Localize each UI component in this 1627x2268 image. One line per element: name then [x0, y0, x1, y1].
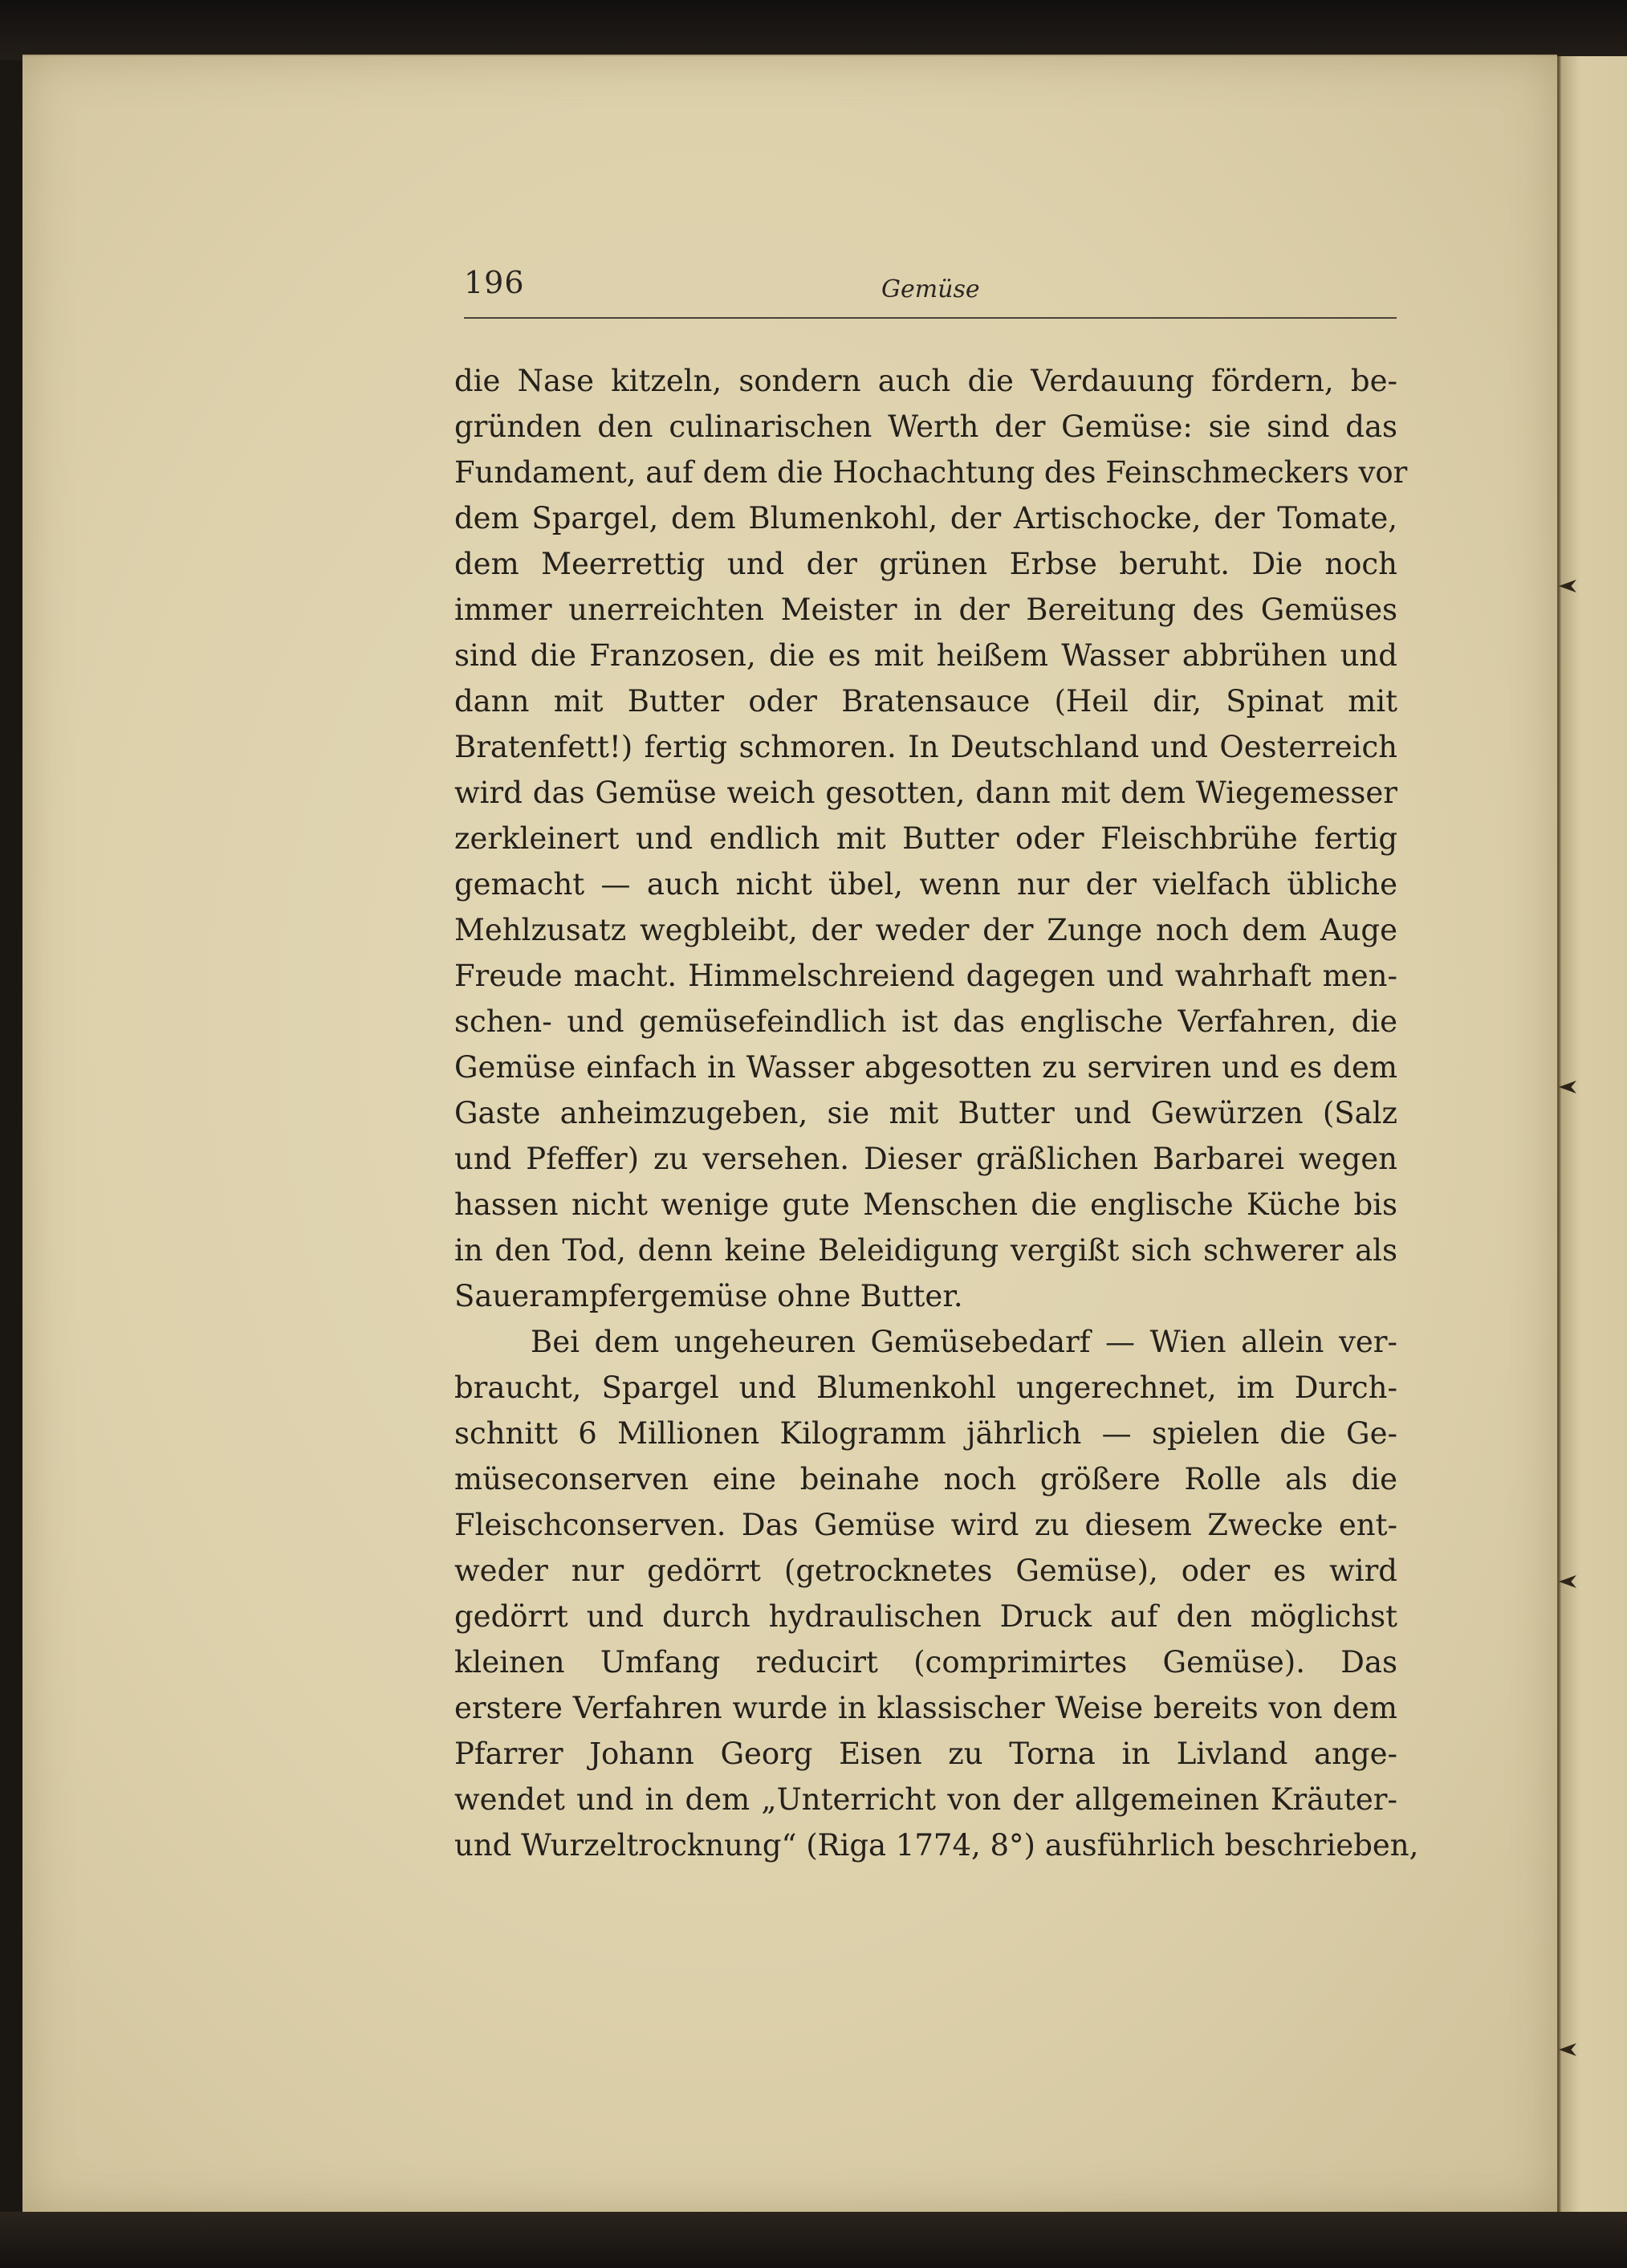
text-line: und Pfeffer) zu versehen. Dieser gräßlichen Barbarei wegen — [454, 1142, 1397, 1176]
text-line: Gemüse einfach in Wasser abgesotten zu serviren und es dem — [454, 1050, 1397, 1085]
text-line: und Wurzeltrocknung“ (Riga 1774, 8°) ausführlich beschrieben, — [454, 1828, 1419, 1863]
text-line: dem Spargel, dem Blumenkohl, der Artischocke, der Tomate, — [454, 501, 1397, 535]
text-line: gründen den culinarischen Werth der Gemüse: sie sind das — [454, 409, 1397, 444]
text-line: Bratenfett!) fertig schmoren. In Deutschland und Oesterreich — [454, 730, 1397, 764]
text-line: Mehlzusatz wegbleibt, der weder der Zunge noch dem Auge — [454, 913, 1397, 947]
book-top-edge — [0, 0, 1627, 60]
body-text — [454, 358, 1419, 1868]
text-line: braucht, Spargel und Blumenkohl ungerechnet, im Durch- — [454, 1370, 1397, 1405]
text-line: in den Tod, denn keine Beleidigung vergißt sich schwerer als — [454, 1233, 1397, 1268]
header-rule — [464, 317, 1397, 319]
text-line: zerkleinert und endlich mit Butter oder Fleischbrühe fertig — [454, 821, 1397, 856]
text-line: wird das Gemüse weich gesotten, dann mit dem Wiegemesser — [454, 776, 1397, 810]
running-head — [464, 267, 1397, 313]
text-line: erstere Verfahren wurde in klassischer Weise bereits von dem — [454, 1691, 1397, 1725]
text-line: Pfarrer Johann Georg Eisen zu Torna in Livland ange- — [454, 1737, 1397, 1771]
text-line: gemacht — auch nicht übel, wenn nur der vielfach übliche — [454, 867, 1397, 902]
text-line: gedörrt und durch hydraulischen Druck auf den möglichst — [454, 1599, 1397, 1634]
text-line: immer unerreichten Meister in der Bereitung des Gemüses — [454, 592, 1397, 627]
paragraph-start-line: Bei dem ungeheuren Gemüsebedarf — Wien allein ver- — [531, 1325, 1397, 1359]
page-number: 196 — [464, 265, 525, 300]
text-line: müseconserven eine beinahe noch größere Rolle als die — [454, 1462, 1397, 1496]
text-line: die Nase kitzeln, sondern auch die Verdauung fördern, be- — [454, 364, 1397, 398]
text-line: sind die Franzosen, die es mit heißem Wasser abbrühen und — [454, 638, 1397, 673]
running-title: Gemüse — [881, 275, 980, 303]
text-line: hassen nicht wenige gute Menschen die englische Küche bis — [454, 1187, 1397, 1222]
text-line: Freude macht. Himmelschreiend dagegen und wahrhaft men- — [454, 959, 1397, 993]
text-line: kleinen Umfang reducirt (comprimirtes Gemüse). Das — [454, 1645, 1397, 1680]
next-page-edge — [1557, 56, 1627, 2224]
text-line: dem Meerrettig und der grünen Erbse beruht. Die noch — [454, 547, 1397, 581]
text-line: dann mit Butter oder Bratensauce (Heil dir, Spinat mit — [454, 684, 1397, 719]
paragraph-end-line: Sauerampfergemüse ohne Butter. — [454, 1279, 963, 1313]
text-line: Gaste anheimzugeben, sie mit Butter und Gewürzen (Salz — [454, 1096, 1397, 1130]
text-line: weder nur gedörrt (getrocknetes Gemüse), oder es wird — [454, 1553, 1397, 1588]
text-line: wendet und in dem „Unterricht von der allgemeinen Kräuter- — [454, 1782, 1397, 1817]
book-bottom-edge — [0, 2212, 1627, 2268]
text-line: Fundament, auf dem die Hochachtung des Feinschmeckers vor — [454, 455, 1408, 490]
text-line: schen- und gemüsefeindlich ist das englische Verfahren, die — [454, 1004, 1397, 1039]
text-line: Fleischconserven. Das Gemüse wird zu diesem Zwecke ent- — [454, 1508, 1397, 1542]
text-line: schnitt 6 Millionen Kilogramm jährlich — spielen die Ge- — [454, 1416, 1397, 1451]
